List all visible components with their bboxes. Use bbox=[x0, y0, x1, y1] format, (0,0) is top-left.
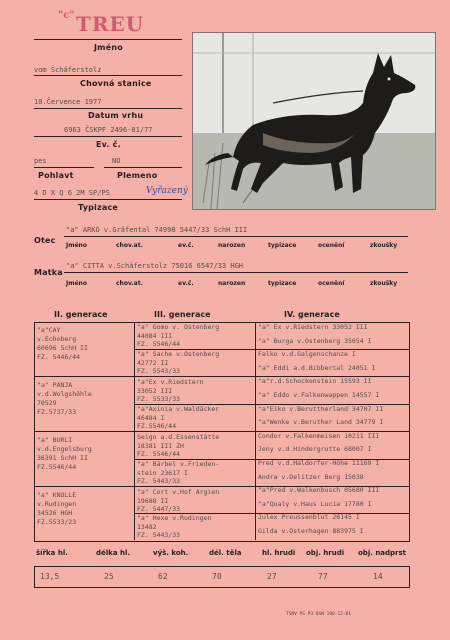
label-jmeno: Jméno bbox=[94, 43, 123, 52]
gen4-entry: "a"Eiko v.Beruttherland 34707 II bbox=[258, 404, 384, 413]
matka-value: "a" CITTA v.Schäferstolz 75016 6547/33 HGH bbox=[66, 262, 244, 270]
measurement-value: 62 bbox=[158, 572, 168, 581]
measurement-label: šířka hl. bbox=[36, 549, 68, 557]
otec-col-evc: ev.č. bbox=[178, 242, 194, 249]
label-sex: Pohlavt bbox=[38, 171, 74, 180]
otec-col-typizace: typizace bbox=[268, 242, 297, 249]
rule-otec bbox=[64, 236, 408, 237]
measurement-label: obj. nadprst bbox=[358, 549, 407, 557]
measurement-label: délka hl. bbox=[96, 549, 131, 557]
rule-dob bbox=[34, 108, 182, 109]
measurement-value: 27 bbox=[267, 572, 277, 581]
gen3-entry-2: "a" Sache v.Ostenberg 42772 II FZ. 5543/33 bbox=[137, 350, 220, 375]
label-matka: Matka bbox=[34, 268, 63, 277]
gen4-entry: "a" Burga v.Ostenberg 35054 I bbox=[258, 336, 372, 345]
measurement-value: 70 bbox=[212, 572, 222, 581]
print-code: TSNV PS P3 OSN 190-12-81 bbox=[286, 612, 352, 617]
matka-col-narozen: narozen bbox=[218, 280, 246, 287]
label-reg: Ev. č. bbox=[96, 140, 121, 149]
measurement-value: 77 bbox=[318, 572, 328, 581]
breed-value: NO bbox=[112, 157, 121, 165]
gen3-entry-5: Seigo a.d.Essenstätte 18381 III ZH FZ. 5546/44 bbox=[137, 433, 220, 458]
otec-col-zkousky: zkoušky bbox=[370, 242, 398, 249]
gen2-entry-1: "a"CAY v.Echoberg 60696 SchH II FZ. 5446/44 bbox=[37, 326, 88, 361]
matka-col-evc: ev.č. bbox=[178, 280, 194, 287]
matka-col-oceneni: ocenění bbox=[318, 280, 345, 287]
gen4-entry: Julex Preussenblut 26145 I bbox=[258, 513, 360, 522]
rule-sex bbox=[34, 167, 94, 168]
label-breed: Plemeno bbox=[117, 171, 158, 180]
gen2-entry-2: "a" PANJA v.d.Wolgshöhle 70529 FZ.5737/33 bbox=[37, 381, 92, 416]
gen3-entry-7: "a" Cort v.Hof Argien 19688 II FZ. 5447/33 bbox=[137, 488, 220, 513]
matka-col-chov: chov.at. bbox=[116, 280, 143, 287]
gen2-entry-3: "a" BURLI v.d.Engelsburg 36391 SchH II FZ.5546/44 bbox=[37, 436, 92, 471]
label-otec: Otec bbox=[34, 236, 56, 245]
measurement-label: obj. hrudi bbox=[306, 549, 345, 557]
gen4-entry: "a"Qualy v.Haus Lucia 17780 I bbox=[258, 499, 372, 508]
gen3-entry-8: "a" Hexe v.Rudingen 13482 FZ. 5443/33 bbox=[137, 514, 212, 539]
rule-name bbox=[34, 39, 182, 40]
label-kennel: Chovná stanice bbox=[80, 79, 152, 88]
matka-col-jmeno: Jméno bbox=[66, 280, 87, 287]
label-dob: Datum vrhu bbox=[88, 111, 144, 120]
otec-col-oceneni: ocenění bbox=[318, 242, 345, 249]
gen4-entry: "a"Pred v.Walkenbusch 05680 III bbox=[258, 486, 380, 495]
gen2-entry-4: "a" KNOLLE v.Rudingen 34526 HGH FZ.5533/23 bbox=[37, 491, 77, 526]
gen4-entry: "a"r.d.Schockenstein 15593 II bbox=[258, 377, 372, 386]
gen4-entry: Condor v.Falkenmeisen 10211 III bbox=[258, 431, 380, 440]
rule-reg bbox=[34, 136, 182, 137]
measurement-label: výš. koh. bbox=[153, 549, 189, 557]
dog-photo-image bbox=[193, 33, 435, 209]
measurement-box bbox=[34, 566, 410, 588]
measurement-label: dél. těla bbox=[209, 549, 242, 557]
matka-col-typizace: typizace bbox=[268, 280, 297, 287]
sex-value: pes bbox=[34, 157, 47, 165]
stamp-prefix: "c" bbox=[58, 10, 75, 21]
measurement-value: 14 bbox=[373, 572, 383, 581]
gen4-entry: "a"Wenke v.Beruther Land 34779 I bbox=[258, 418, 384, 427]
measurement-value: 13,5 bbox=[40, 572, 60, 581]
gen4-entry: Pred v.d.Haldorfer-Höhe 11169 I bbox=[258, 459, 380, 467]
gen4-entry: Jeny v.d.Hindergrotte 68007 I bbox=[258, 445, 372, 454]
measurement-label: hl. hrudi bbox=[262, 549, 296, 557]
reg-value: 6963 ČSKPF 2496-81/77 bbox=[64, 126, 153, 134]
rule-type bbox=[34, 199, 182, 200]
otec-col-chov: chov.at. bbox=[116, 242, 143, 249]
rule-kennel bbox=[34, 75, 182, 76]
dog-name-stamp: TREU bbox=[76, 12, 145, 36]
gen2-header: II. generace bbox=[54, 310, 108, 319]
otec-col-narozen: narozen bbox=[218, 242, 246, 249]
kennel-value: vom Schäferstolz bbox=[34, 66, 102, 74]
gen4-entry: Gilda v.Osterhagen 883975 I bbox=[258, 527, 364, 535]
rule-breed bbox=[104, 167, 182, 168]
type-signature: Vyřazený bbox=[146, 186, 188, 196]
matka-col-zkousky: zkoušky bbox=[370, 280, 398, 287]
dob-value: 10.Července 1977 bbox=[34, 98, 102, 106]
gen4-entry: Andra v.Delitzer Berg 15038 bbox=[258, 472, 364, 481]
gen3-header: III. generace bbox=[154, 310, 211, 319]
dog-photo bbox=[192, 32, 436, 210]
gen4-entry: "a" Eddo v.Falkenwappen 14557 I bbox=[258, 391, 380, 399]
gen4-entry: Falko v.d.Galgenschanze I bbox=[258, 350, 356, 359]
gen4-entry: "a" Ex v.Riedstern 33052 III bbox=[258, 323, 368, 331]
gen3-entry-1: "a" Gomo v. Ostenberg 44084 III FZ. 5546/44 bbox=[137, 323, 220, 348]
label-type: Typizace bbox=[78, 203, 119, 212]
gen4-header: IV. generace bbox=[284, 310, 340, 319]
gen4-entry: "a" Eddi a.d.Bibbertal 24051 I bbox=[258, 363, 376, 372]
type-value: 4 D X Q 6 2M SP/PS bbox=[34, 189, 110, 197]
measurement-value: 25 bbox=[104, 572, 114, 581]
gen3-entry-6: "a" Bärbel v.Frieden- stein 23617 I FZ. 5443/33 bbox=[137, 460, 220, 485]
gen3-entry-4: "a"Axinia v.Waldäcker 46484 I FZ.5546/44 bbox=[137, 405, 220, 430]
rule-matka bbox=[64, 272, 408, 273]
otec-col-jmeno: Jméno bbox=[66, 242, 87, 249]
gen3-entry-3: "a"Ex v.Riedstern 33052 III FZ. 5533/33 bbox=[137, 378, 204, 403]
otec-value: "a" ARKO v.Gräfental 74998 5447/33 SchH III bbox=[66, 226, 248, 234]
